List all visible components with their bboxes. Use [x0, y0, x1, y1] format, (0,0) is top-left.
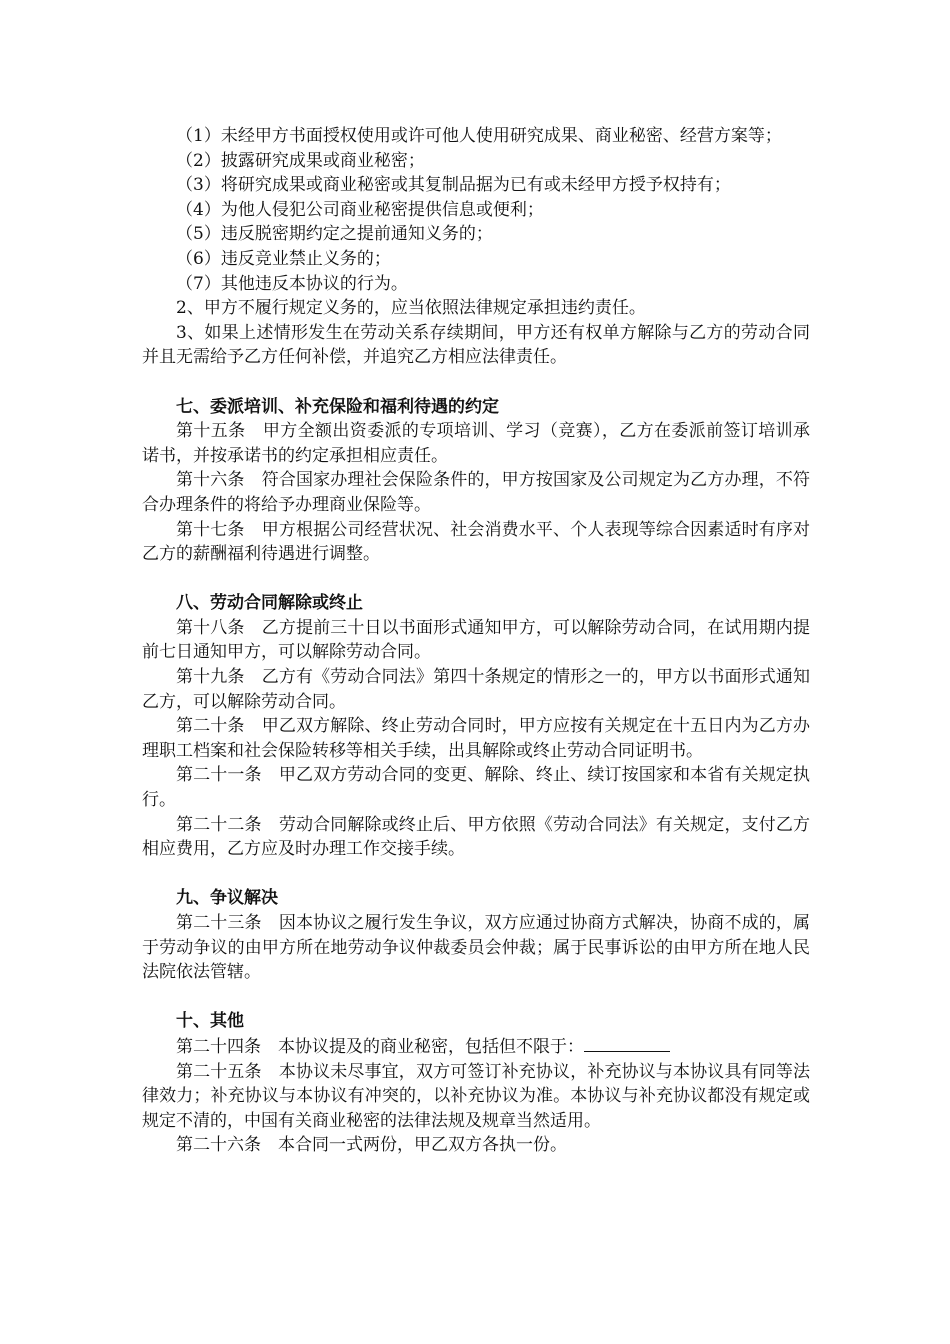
section-heading: 七、委派培训、补充保险和福利待遇的约定: [176, 396, 499, 417]
list-item: （6）违反竞业禁止义务的；: [176, 248, 391, 269]
section-gap: [142, 370, 810, 395]
article-24: [142, 1034, 810, 1060]
clause-2: 2、甲方不履行规定义务的，应当依照法律规定承担违约责任。: [176, 298, 646, 319]
list-item: （2）披露研究成果或商业秘密；: [176, 150, 425, 171]
article: 第二十五条 本协议未尽事宜，双方可签订补充协议，补充协议与本协议具有同等法律效力；补充协议与本协议有冲突的，以补充协议为准。本协议与补充协议都没有规定或规定不清的，中国有关商业秘密的法律法规及规章当然适用。: [142, 1061, 810, 1131]
list-item: （5）违反脱密期约定之提前通知义务的；: [176, 224, 493, 245]
article: 第二十六条 本合同一式两份，甲乙双方各执一份。: [176, 1135, 567, 1156]
article: 第十六条 符合国家办理社会保险条件的，甲方按国家及公司规定为乙方办理，不符合办理条件的将给予办理商业保险等。: [142, 470, 810, 515]
article-24-text: 第二十四条 本协议提及的商业秘密，包括但不限于：: [176, 1036, 584, 1057]
list-item: （1）未经甲方书面授权使用或许可他人使用研究成果、商业秘密、经营方案等；: [176, 126, 782, 146]
list-item: （3）将研究成果或商业秘密或其复制品据为已有或未经甲方授予权持有；: [176, 175, 731, 196]
article: 第二十二条 劳动合同解除或终止后、甲方依照《劳动合同法》有关规定，支付乙方相应费用，乙方应及时办理工作交接手续。: [142, 814, 810, 860]
list-item: （4）为他人侵犯公司商业秘密提供信息或便利；: [176, 199, 544, 220]
section-heading: 九、争议解决: [176, 888, 278, 909]
article: 第十七条 甲方根据公司经营状况、社会消费水平、个人表现等综合因素适时有序对乙方的薪酬福利待遇进行调整。: [142, 519, 810, 565]
fill-in-blank[interactable]: [584, 1034, 670, 1052]
list-item: （7）其他违反本协议的行为。: [176, 273, 408, 294]
section-heading: 十、其他: [176, 1011, 244, 1032]
article: 第十五条 甲方全额出资委派的专项培训、学习（竞赛），乙方在委派前签订培训承诺书，并按承诺书的约定承担相应责任。: [142, 421, 810, 466]
article: 第二十三条 因本协议之履行发生争议，双方应通过协商方式解决，协商不成的，属于劳动争议的由甲方所在地劳动争议仲裁委员会仲裁；属于民事诉讼的由甲方所在地人民法院依法管辖。: [142, 913, 810, 983]
article: 第二十条 甲乙双方解除、终止劳动合同时，甲方应按有关规定在十五日内为乙方办理职工档案和社会保险转移等相关手续，出具解除或终止劳动合同证明书。: [142, 716, 810, 761]
document-body: [142, 124, 810, 1158]
clause-3: 3、如果上述情形发生在劳动关系存续期间，甲方还有权单方解除与乙方的劳动合同并且无需给予乙方任何补偿，并追究乙方相应法律责任。: [142, 322, 810, 368]
article: 第二十一条 甲乙双方劳动合同的变更、解除、终止、续订按国家和本省有关规定执行。: [142, 765, 810, 811]
section-gap: [142, 985, 810, 1010]
section-heading: 八、劳动合同解除或终止: [176, 593, 363, 614]
section-gap: [142, 862, 810, 887]
article: 第十九条 乙方有《劳动合同法》第四十条规定的情形之一的，甲方以书面形式通知乙方，可以解除劳动合同。: [142, 667, 810, 712]
section-gap: [142, 567, 810, 592]
article: 第十八条 乙方提前三十日以书面形式通知甲方，可以解除劳动合同，在试用期内提前七日通知甲方，可以解除劳动合同。: [142, 617, 810, 663]
